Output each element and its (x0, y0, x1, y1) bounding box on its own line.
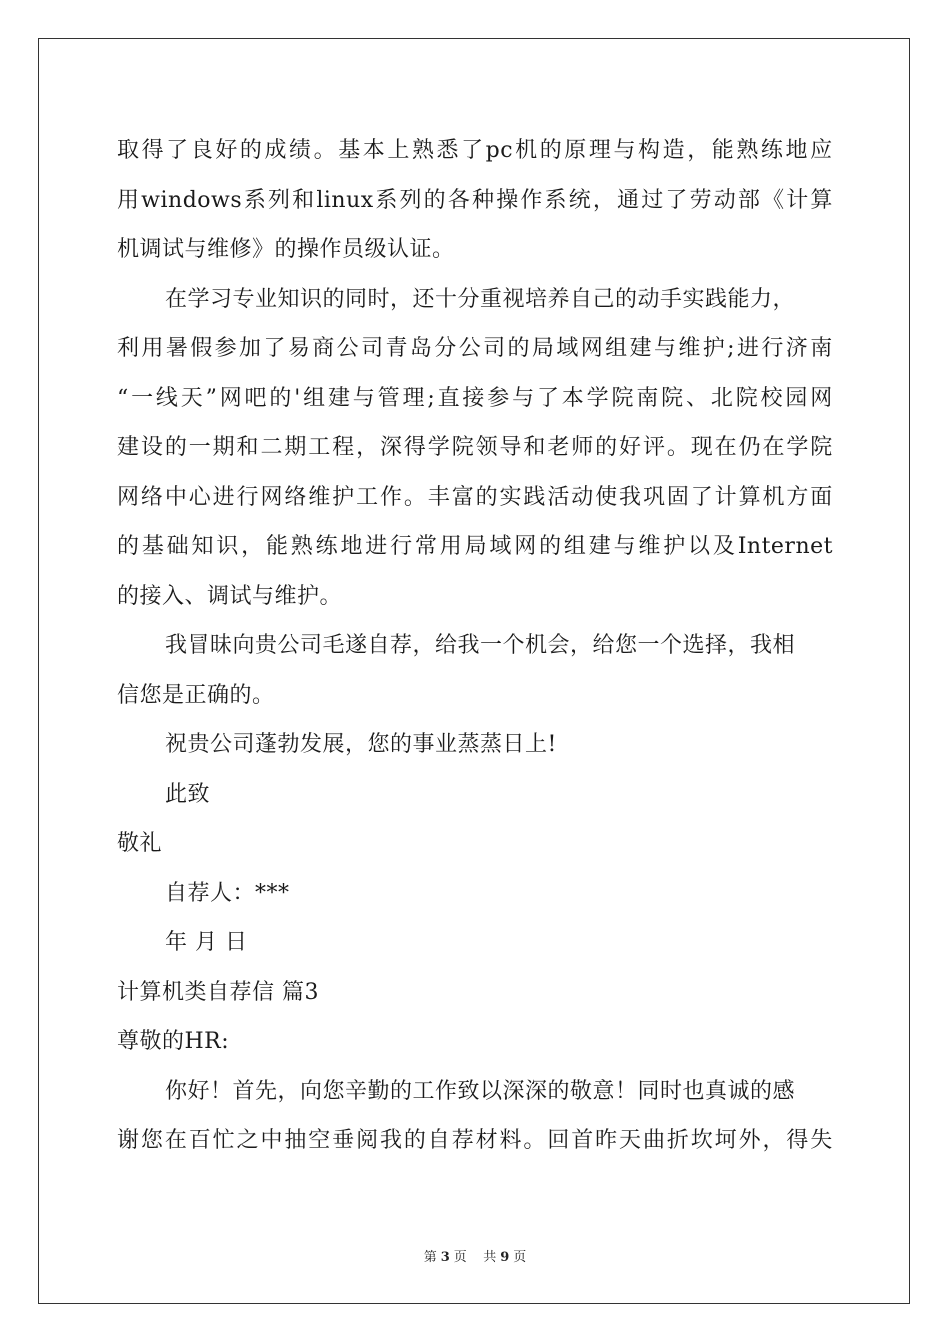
text-line: 的接入、调试与维护。 (117, 583, 343, 609)
page-label-prefix: 第 (423, 1250, 437, 1265)
section-heading: 计算机类自荐信 篇3 (117, 979, 319, 1005)
total-label-suffix: 页 (513, 1250, 527, 1265)
text-line: 取 得 了 良 好 的 成 绩 。 基 本 上 熟 悉 了 pc 机 的 原 理 与 构 造 ， 能 熟 练 地 应 (117, 138, 833, 163)
text-line: 我冒昧向贵公司毛遂自荐，给我一个机会，给您一个选择，我相 (165, 633, 796, 658)
text-line: 谢 您 在 百 忙 之 中 抽 空 垂 阅 我 的 自 荐 材 料 。 回 首 昨 天 曲 折 坎 坷 外 ， 得 失 (117, 1128, 833, 1153)
text-line: 网 络 中 心 进 行 网 络 维 护 工 作 。 丰 富 的 实 践 活 动 使 我 巩 固 了 计 算 机 方 面 (117, 484, 833, 510)
text-line: 机调试与维修》的操作员级认证。 (117, 237, 455, 262)
text-line: “ 一 线 天 ” 网 吧 的 ' 组 建 与 管 理 ; 直 接 参 与 了 本 学 院 南 院 、 北 院 校 园 网 (117, 385, 833, 411)
page-label-mid: 页 (453, 1250, 467, 1265)
text-line: 在学习专业知识的同时，还十分重视培养自己的动手实践能力， (165, 286, 796, 312)
salutation-closing: 敬礼 (117, 831, 163, 856)
text-line: 祝贵公司蓬勃发展，您的事业蒸蒸日上! (165, 732, 557, 757)
signature-line: 自荐人：*** (165, 880, 290, 906)
text-line: 信您是正确的。 (117, 682, 275, 708)
text-line: 利 用 暑 假 参 加 了 易 商 公 司 青 岛 分 公 司 的 局 域 网 组 建 与 维 护 ; 进 行 济 南 (117, 336, 833, 361)
text-line: 你好！首先，向您辛勤的工作致以深深的敬意！同时也真诚的感 (165, 1078, 796, 1104)
page-total: 9 (500, 1250, 510, 1265)
text-line: 用 windows 系 列 和 linux 系 列 的 各 种 操 作 系 统 ， 通 过 了 劳 动 部 《 计 算 (117, 187, 833, 213)
page-current: 3 (440, 1250, 450, 1265)
total-label-prefix: 共 (483, 1250, 497, 1265)
date-line: 年 月 日 (165, 930, 248, 955)
text-line: 的 基 础 知 识 ， 能 熟 练 地 进 行 常 用 局 域 网 的 组 建 与 维 护 以 及 Internet (117, 534, 833, 559)
closing-phrase: 此致 (165, 781, 211, 807)
text-line: 建 设 的 一 期 和 二 期 工 程 ， 深 得 学 院 领 导 和 老 师 的 好 评 。 现 在 仍 在 学 院 (117, 435, 833, 460)
page-footer (0, 1246, 950, 1265)
document-body (117, 126, 833, 1166)
greeting-line: 尊敬的HR: (117, 1029, 230, 1054)
